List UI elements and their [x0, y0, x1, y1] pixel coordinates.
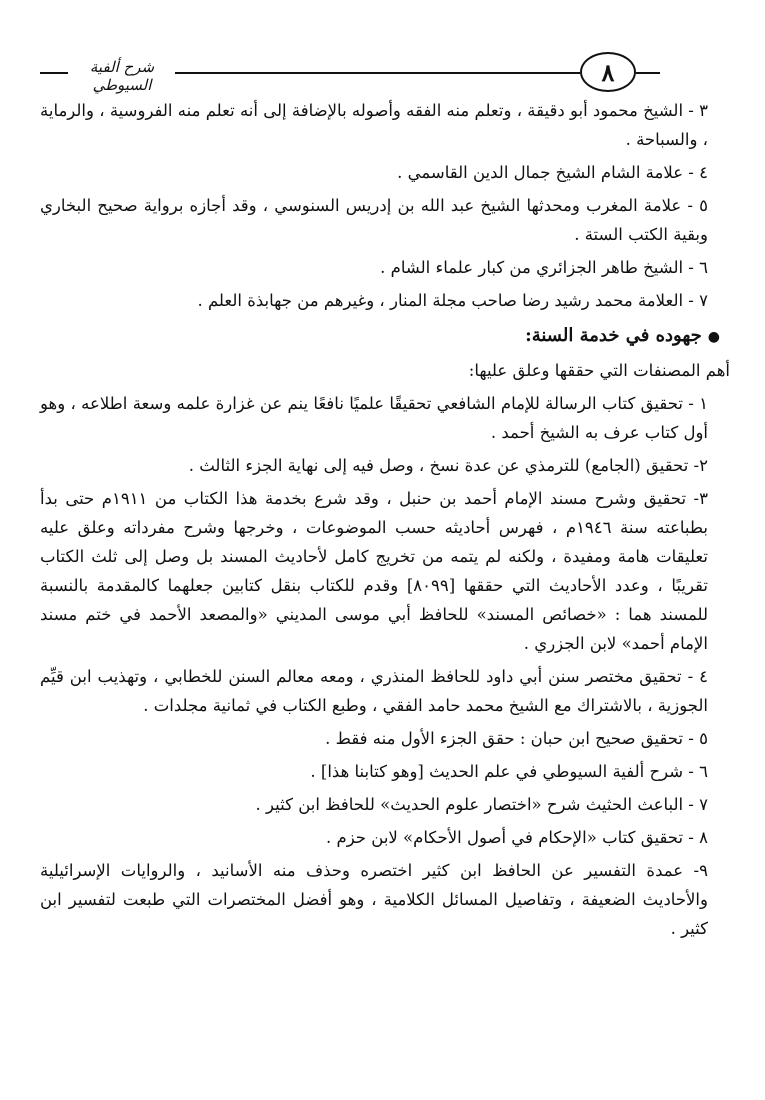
work-item: ٣- تحقيق وشرح مسند الإمام أحمد بن حنبل ، وقد شرع بخدمة هذا الكتاب من ١٩١١م حتى بدأ بطباعته سنة ١٩٤٦م ، فهرس أحاديثه حسب الموضوعات ، وخرجها وشرح مفرداته وعلق عليه تعليقات هامة ومفيدة ، ولكنه لم يتمه من تخريج كامل لأحاديث المسند بل وصل إلى ثلث الكتاب تقريبًا ، وعدد الأحاديث التي حققها [٨٠٩٩] وقدم للكتاب بنقل كتابين جعلهما كالمقدمة بالنسبة للمسند هما : «خصائص المسند» للحافظ أبي موسى المديني «والمصعد الأحمد في ختم مسند الإمام أحمد» لابن الجزري . [40, 489, 708, 653]
running-title: شرح ألفية السيوطي [89, 58, 155, 94]
work-item: ٨ - تحقيق كتاب «الإحكام في أصول الأحكام» لابن حزم . [326, 828, 708, 847]
work-item: ٧ - الباعث الحثيث شرح «اختصار علوم الحديث» للحافظ ابن كثير . [255, 795, 708, 814]
teacher-item: ٥ - علامة المغرب ومحدثها الشيخ عبد الله بن إدريس السنوسي ، وقد أجازه برواية صحيح البخاري وبقية الكتب الستة . [40, 196, 708, 244]
teacher-item: ٣ - الشيخ محمود أبو دقيقة ، وتعلم منه الفقه وأصوله بالإضافة إلى أنه تعلم منه الفروسية ، والرماية ، والسباحة . [40, 101, 708, 149]
work-item: ٤ - تحقيق مختصر سنن أبي داود للحافظ المنذري ، ومعه معالم السنن للخطابي ، وتهذيب ابن قيِّم الجوزية ، بالاشتراك مع الشيخ محمد حامد الفقي ، وطبع الكتاب في ثمانية مجلدات . [40, 667, 708, 715]
section-heading-text: جهوده في خدمة السنة: [525, 325, 702, 346]
work-item: ٢- تحقيق (الجامع) للترمذي عن عدة نسخ ، وصل فيه إلى نهاية الجزء الثالث . [188, 456, 708, 475]
header-rule-right [636, 72, 660, 74]
bullet-icon: ● [707, 329, 720, 345]
page-header [0, 0, 765, 110]
page-number: ٨ [580, 52, 636, 92]
work-item: ٩- عمدة التفسير عن الحافظ ابن كثير اختصره وحذف منه الأسانيد ، والروايات الإسرائيلية والأحاديث الضعيفة ، وتفاصيل المسائل الكلامية ، وهو أفضل المختصرات التي طبعت لتفسير ابن كثير . [40, 861, 708, 938]
teacher-item: ٤ - علامة الشام الشيخ جمال الدين القاسمي . [397, 163, 708, 182]
section-intro: أهم المصنفات التي حققها وعلق عليها: [468, 361, 730, 380]
work-item: ١ - تحقيق كتاب الرسالة للإمام الشافعي تحقيقًا علميًا نافعًا ينم عن غزارة علمه وسعة اطلاعه ، وهو أول كتاب عرف به الشيخ أحمد . [40, 394, 708, 442]
header-rule-left [40, 72, 68, 74]
teacher-item: ٧ - العلامة محمد رشيد رضا صاحب مجلة المنار ، وغيرهم من جهابذة العلم . [197, 291, 708, 310]
work-item: ٥ - تحقيق صحيح ابن حبان : حقق الجزء الأول منه فقط . [325, 729, 708, 748]
page-body [40, 96, 730, 947]
section-heading [40, 321, 730, 352]
header-rule-middle [175, 72, 580, 74]
teacher-item: ٦ - الشيخ طاهر الجزائري من كبار علماء الشام . [380, 258, 708, 277]
work-item: ٦ - شرح ألفية السيوطي في علم الحديث [وهو كتابنا هذا] . [310, 762, 708, 781]
